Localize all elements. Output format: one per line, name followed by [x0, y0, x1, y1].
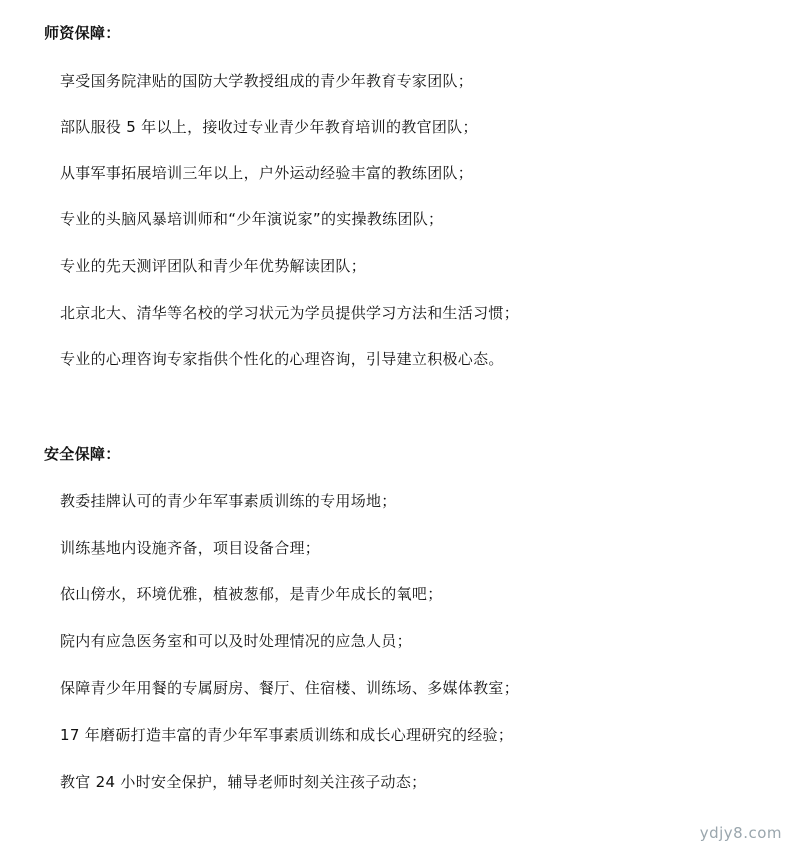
teacher-item-5: 专业的先天测评团队和青少年优势解读团队；	[60, 257, 367, 275]
teacher-item-2: 部队服役 5 年以上，接收过专业青少年教育培训的教官团队；	[60, 118, 478, 136]
safety-item-2: 训练基地内设施齐备，项目设备合理；	[60, 539, 321, 557]
teacher-item-4: 专业的头脑风暴培训师和“少年演说家”的实操教练团队；	[60, 210, 444, 228]
safety-item-7: 教官 24 小时安全保护，辅导老师时刻关注孩子动态；	[60, 773, 427, 791]
safety-section-title: 安全保障：	[44, 445, 121, 463]
teacher-item-6: 北京北大、清华等名校的学习状元为学员提供学习方法和生活习惯；	[60, 304, 520, 322]
site-watermark: ydjy8.com	[699, 824, 782, 842]
teacher-item-7: 专业的心理咨询专家指供个性化的心理咨询，引导建立积极心态。	[60, 350, 504, 368]
safety-item-1: 教委挂牌认可的青少年军事素质训练的专用场地；	[60, 492, 397, 510]
safety-item-3: 依山傍水，环境优雅，植被葱郁，是青少年成长的氧吧；	[60, 585, 443, 603]
safety-item-6: 17 年磨砺打造丰富的青少年军事素质训练和成长心理研究的经验；	[60, 726, 514, 744]
teacher-item-3: 从事军事拓展培训三年以上，户外运动经验丰富的教练团队；	[60, 164, 474, 182]
safety-item-4: 院内有应急医务室和可以及时处理情况的应急人员；	[60, 632, 412, 650]
teacher-item-1: 享受国务院津贴的国防大学教授组成的青少年教育专家团队；	[60, 72, 474, 90]
safety-item-5: 保障青少年用餐的专属厨房、餐厅、住宿楼、训练场、多媒体教室；	[60, 679, 520, 697]
teacher-section-title: 师资保障：	[44, 24, 121, 42]
